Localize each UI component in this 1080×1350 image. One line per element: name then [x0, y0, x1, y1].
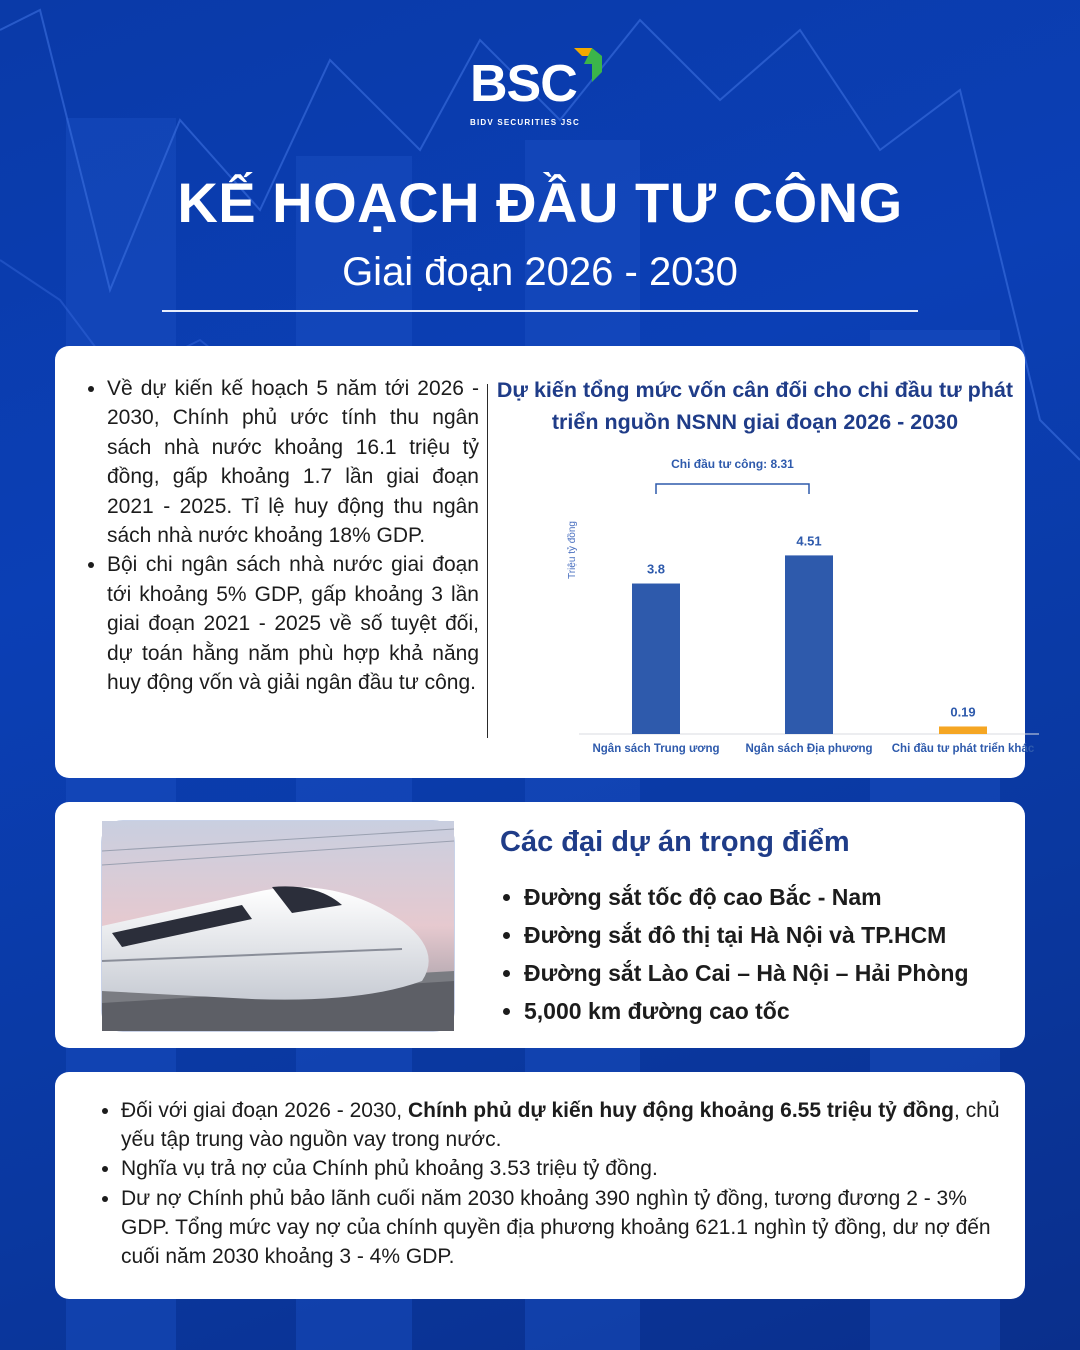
- vertical-divider: [487, 384, 488, 738]
- budget-bullets: [81, 374, 479, 697]
- projects-card: [55, 802, 1025, 1048]
- list-item: • Nghĩa vụ trả nợ của Chính phủ khoảng 3.53 triệu tỷ đồng.: [121, 1154, 1009, 1183]
- list-item: • Đối với giai đoạn 2026 - 2030, Chính phủ dự kiến huy động khoảng 6.55 triệu tỷ đồng, chủ yếu tập trung vào nguồn vay trong nước.: [121, 1096, 1009, 1154]
- list-item: • Về dự kiến kế hoạch 5 năm tới 2026 - 2030, Chính phủ ước tính thu ngân sách nhà nước khoảng 16.1 triệu tỷ đồng, gấp khoảng 1.7 lần giai đoạn 2021 - 2025. Tỉ lệ huy động thu ngân sách nhà nước khoảng 18% GDP.: [107, 374, 479, 550]
- list-item: • Đường sắt Lào Cai – Hà Nội – Hải Phòng: [524, 954, 969, 992]
- category-label: Ngân sách Địa phương: [745, 743, 873, 755]
- list-item: • Đường sắt đô thị tại Hà Nội và TP.HCM: [524, 916, 969, 954]
- list-item: • Bội chi ngân sách nhà nước giai đoạn tới khoảng 5% GDP, gấp khoảng 3 lần giai đoạn 2021 - 2025 về số tuyệt đối, dự toán hằng năm phù hợp khả năng huy động vốn và giải ngân đầu tư công.: [107, 550, 479, 697]
- bar: [785, 555, 833, 734]
- logo-tagline: BIDV SECURITIES JSC: [470, 118, 580, 127]
- annotation-label: Chi đầu tư công: 8.31: [671, 457, 794, 471]
- logo-mark-icon: [570, 42, 604, 82]
- title-divider: [162, 310, 918, 312]
- annotation-bracket: [656, 484, 809, 494]
- page-subtitle: Giai đoạn 2026 - 2030: [342, 250, 738, 294]
- data-label: 3.8: [646, 561, 666, 577]
- page-title: KẾ HOẠCH ĐẦU TƯ CÔNG: [177, 171, 903, 234]
- data-label: 4.51: [796, 533, 822, 549]
- projects-list: [500, 878, 969, 1030]
- high-speed-train-image: [101, 820, 455, 1032]
- data-label: 0.19: [950, 704, 976, 720]
- list-item: • 5,000 km đường cao tốc: [524, 992, 969, 1030]
- chart-title: Dự kiến tổng mức vốn cân đối cho chi đầu tư phát triển nguồn NSNN giai đoạn 2026 - 2030: [496, 378, 1014, 434]
- budget-card: [55, 346, 1035, 778]
- debt-bullets: [97, 1096, 1009, 1271]
- y-axis-label: Triệu tỷ đồng: [567, 521, 578, 579]
- list-item: • Đường sắt tốc độ cao Bắc - Nam: [524, 878, 969, 916]
- debt-card: [55, 1072, 1025, 1299]
- category-label: Ngân sách Trung ương: [592, 743, 720, 755]
- category-label: Chi đầu tư phát triển khác: [891, 743, 1035, 755]
- bar: [632, 584, 680, 734]
- bar-chart: [495, 446, 1035, 766]
- bsc-logo: [470, 42, 610, 132]
- logo-text: BSC: [470, 55, 577, 113]
- bar: [939, 726, 987, 734]
- projects-title: Các đại dự án trọng điểm: [500, 826, 850, 858]
- list-item: • Dư nợ Chính phủ bảo lãnh cuối năm 2030 khoảng 390 nghìn tỷ đồng, tương đương 2 - 3% GDP. Tổng mức vay nợ của chính quyền địa phương khoảng 621.1 nghìn tỷ đồng, dư nợ đến cuối năm 2030 khoảng 3 - 4% GDP.: [121, 1184, 1009, 1272]
